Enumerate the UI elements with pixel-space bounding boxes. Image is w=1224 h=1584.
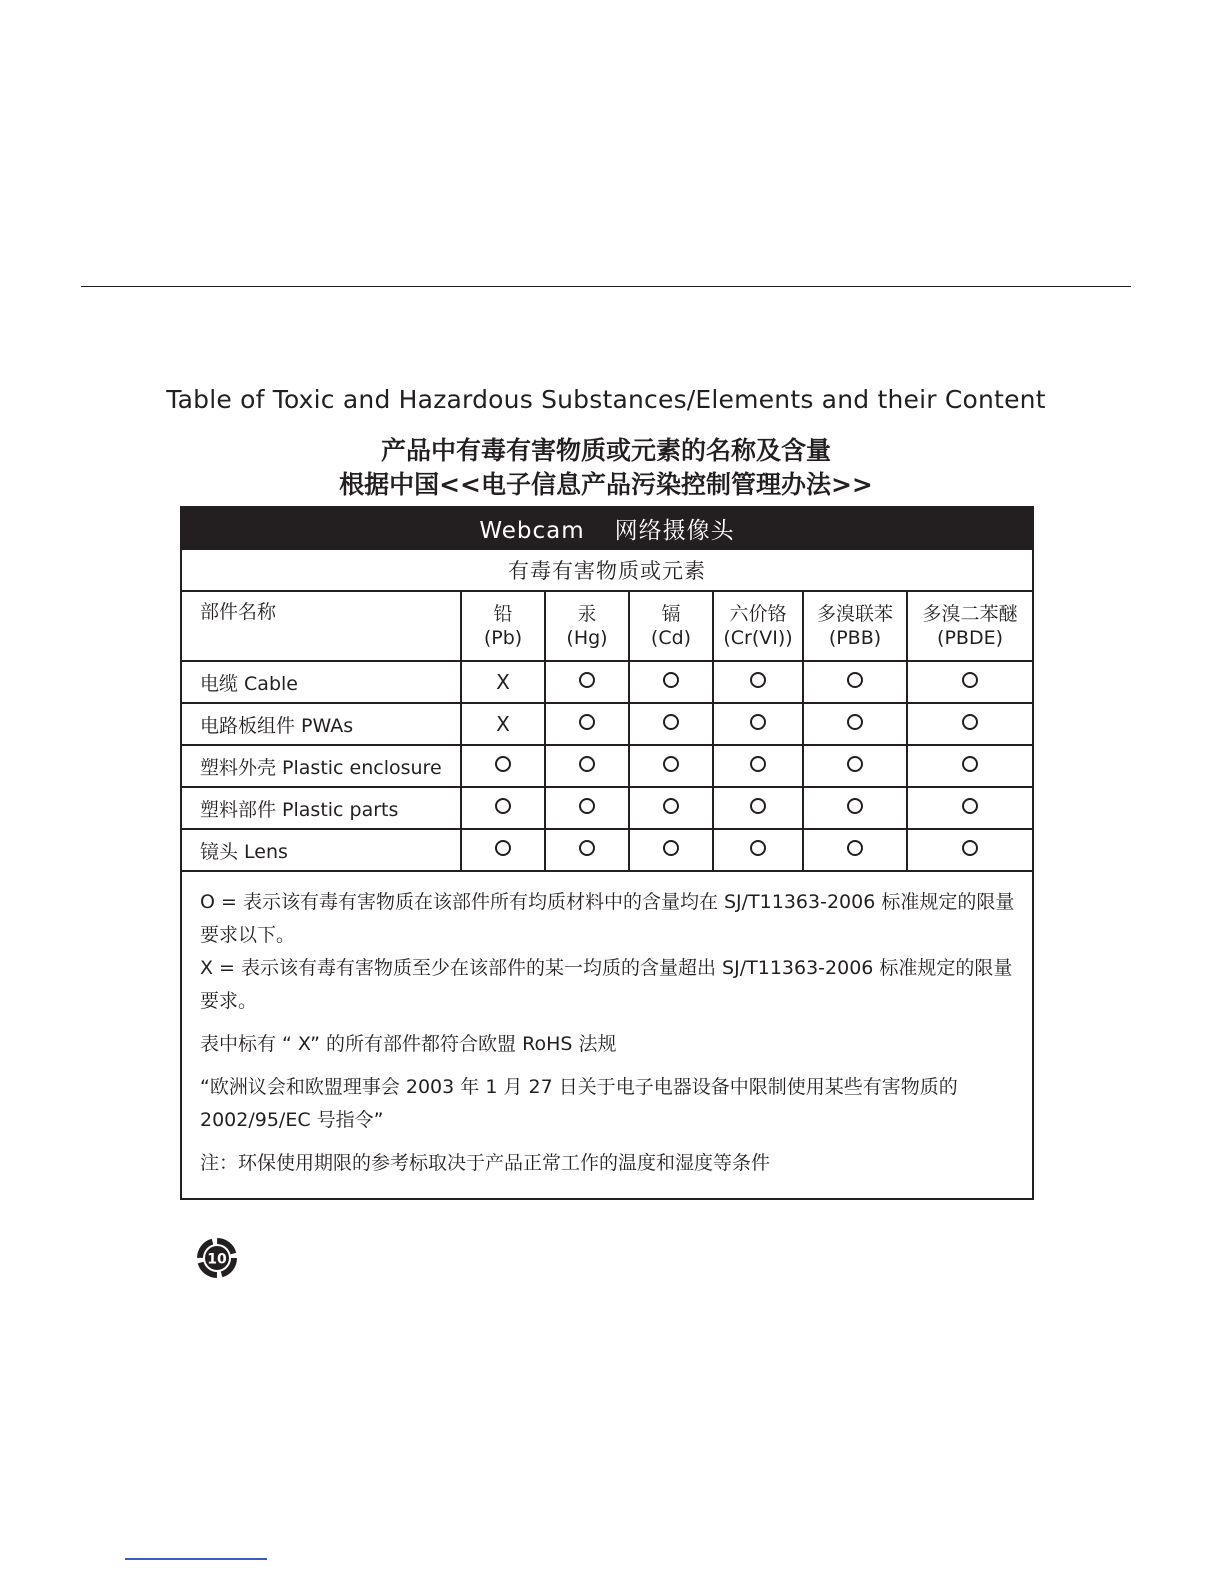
- compliant-circle-icon: [495, 756, 511, 772]
- part-name: 电路板组件 PWAs: [181, 703, 461, 745]
- compliant-circle-icon: [962, 840, 978, 856]
- top-divider: [81, 286, 1131, 287]
- substance-mark-cell: [713, 787, 803, 829]
- part-name: 塑料部件 Plastic parts: [181, 787, 461, 829]
- column-header-pb: 铅 (Pb): [461, 591, 545, 661]
- compliant-circle-icon: [750, 798, 766, 814]
- epup-logo-number: 10: [207, 1251, 227, 1268]
- column-header-pbb: 多溴联苯 (PBB): [803, 591, 907, 661]
- table-body: [181, 661, 1033, 871]
- substance-mark-cell: [629, 661, 713, 703]
- compliant-circle-icon: [962, 756, 978, 772]
- substance-mark-cell: [629, 745, 713, 787]
- substance-mark-cell: [713, 703, 803, 745]
- compliant-circle-icon: [750, 840, 766, 856]
- substance-mark-cell: [907, 745, 1033, 787]
- substance-mark-cell: [461, 661, 545, 703]
- title-chinese-line-1: 产品中有毒有害物质或元素的名称及含量: [380, 436, 831, 465]
- substance-mark-cell: [461, 745, 545, 787]
- substances-header-row: [181, 549, 1033, 591]
- substance-mark-cell: [629, 787, 713, 829]
- exceeds-x-mark: X: [496, 670, 510, 694]
- substance-mark-cell: [713, 745, 803, 787]
- compliant-circle-icon: [663, 840, 679, 856]
- part-name-header: 部件名称: [181, 591, 461, 661]
- note-x-definition: X = 表示该有毒有害物质至少在该部件的某一均质的含量超出 SJ/T11363-2006 标准规定的限量要求。: [200, 957, 1013, 1012]
- product-header: [181, 507, 1033, 549]
- substance-mark-cell: [545, 829, 629, 871]
- part-name: 电缆 Cable: [181, 661, 461, 703]
- table-row: [181, 703, 1033, 745]
- substance-mark-cell: [545, 703, 629, 745]
- substance-mark-cell: [629, 703, 713, 745]
- part-name: 镜头 Lens: [181, 829, 461, 871]
- table-row: [181, 829, 1033, 871]
- compliant-circle-icon: [579, 840, 595, 856]
- compliant-circle-icon: [847, 840, 863, 856]
- substance-mark-cell: [461, 703, 545, 745]
- table-row: [181, 787, 1033, 829]
- note-rohs: 表中标有 “ X” 的所有部件都符合欧盟 RoHS 法规: [200, 1033, 617, 1055]
- compliant-circle-icon: [579, 672, 595, 688]
- substance-mark-cell: [803, 703, 907, 745]
- epup-10-year-icon: [195, 1236, 239, 1280]
- notes-row: [181, 871, 1033, 1199]
- substance-mark-cell: [907, 829, 1033, 871]
- column-header-row: [181, 591, 1033, 661]
- compliant-circle-icon: [962, 798, 978, 814]
- substance-mark-cell: [713, 829, 803, 871]
- note-o-definition: O = 表示该有毒有害物质在该部件所有均质材料中的含量均在 SJ/T11363-2006 标准规定的限量要求以下。: [200, 891, 1015, 946]
- product-name-zh: 网络摄像头: [614, 517, 735, 544]
- substance-mark-cell: [629, 829, 713, 871]
- substance-mark-cell: [545, 745, 629, 787]
- compliant-circle-icon: [750, 756, 766, 772]
- column-header-cr6: 六价铬 (Cr(VI)): [713, 591, 803, 661]
- compliant-circle-icon: [962, 714, 978, 730]
- substance-mark-cell: [803, 661, 907, 703]
- compliant-circle-icon: [495, 840, 511, 856]
- compliant-circle-icon: [663, 756, 679, 772]
- exceeds-x-mark: X: [496, 712, 510, 736]
- title-chinese-line-2: 根据中国<<电子信息产品污染控制管理办法>>: [339, 470, 873, 499]
- compliant-circle-icon: [847, 756, 863, 772]
- substance-mark-cell: [803, 787, 907, 829]
- product-header-row: [181, 507, 1033, 549]
- footer-link-underline: [125, 1558, 267, 1560]
- substance-mark-cell: [545, 661, 629, 703]
- substance-mark-cell: [803, 829, 907, 871]
- substance-mark-cell: [907, 703, 1033, 745]
- part-name: 塑料外壳 Plastic enclosure: [181, 745, 461, 787]
- compliant-circle-icon: [847, 798, 863, 814]
- compliant-circle-icon: [579, 756, 595, 772]
- substance-mark-cell: [461, 787, 545, 829]
- substance-mark-cell: [713, 661, 803, 703]
- notes-cell: [181, 871, 1033, 1199]
- hazardous-substances-table: [180, 506, 1034, 1200]
- compliant-circle-icon: [750, 714, 766, 730]
- column-header-cd: 镉 (Cd): [629, 591, 713, 661]
- compliant-circle-icon: [847, 672, 863, 688]
- substance-mark-cell: [803, 745, 907, 787]
- substance-mark-cell: [461, 829, 545, 871]
- compliant-circle-icon: [663, 714, 679, 730]
- compliant-circle-icon: [579, 714, 595, 730]
- compliant-circle-icon: [750, 672, 766, 688]
- column-header-hg: 汞 (Hg): [545, 591, 629, 661]
- compliant-circle-icon: [495, 798, 511, 814]
- title-english: Table of Toxic and Hazardous Substances/Elements and their Content: [166, 385, 1046, 414]
- note-directive: “欧洲议会和欧盟理事会 2003 年 1 月 27 日关于电子电器设备中限制使用某些有害物质的 2002/95/EC 号指令”: [200, 1076, 958, 1131]
- compliant-circle-icon: [847, 714, 863, 730]
- substance-mark-cell: [907, 661, 1033, 703]
- compliant-circle-icon: [663, 672, 679, 688]
- substances-header: 有毒有害物质或元素: [181, 549, 1033, 591]
- compliant-circle-icon: [663, 798, 679, 814]
- table-row: [181, 661, 1033, 703]
- table-row: [181, 745, 1033, 787]
- substance-mark-cell: [907, 787, 1033, 829]
- compliant-circle-icon: [962, 672, 978, 688]
- note-epup: 注：环保使用期限的参考标取决于产品正常工作的温度和湿度等条件: [200, 1152, 771, 1174]
- product-name-en: Webcam: [479, 517, 585, 544]
- column-header-pbde: 多溴二苯醚 (PBDE): [907, 591, 1033, 661]
- compliant-circle-icon: [579, 798, 595, 814]
- substance-mark-cell: [545, 787, 629, 829]
